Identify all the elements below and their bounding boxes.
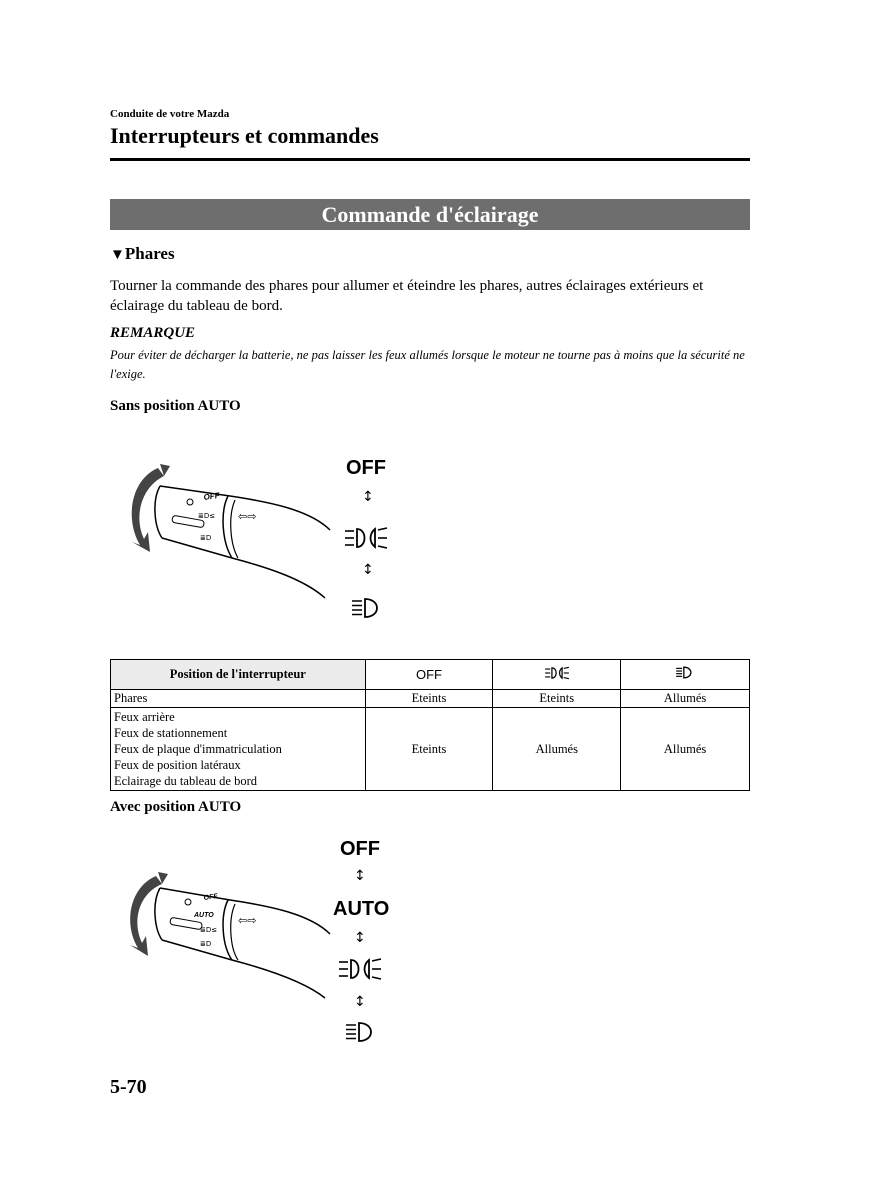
row-label-line: Eclairage du tableau de bord <box>114 774 257 788</box>
table-row <box>111 708 750 791</box>
updown-arrow-icon: ↕ <box>354 994 366 1010</box>
svg-text:≣D≤: ≣D≤ <box>198 512 216 520</box>
label-off: OFF <box>346 457 386 479</box>
table-header-position: Position de l'interrupteur <box>111 660 366 690</box>
cell-headlight: Allumés <box>621 690 750 708</box>
row-label-line: Feux de stationnement <box>114 726 228 740</box>
svg-text:⇦⇨: ⇦⇨ <box>238 510 257 523</box>
cell-parking: Eteints <box>493 690 621 708</box>
rotation-arrow-icon <box>132 468 164 552</box>
svg-text:⇦⇨: ⇦⇨ <box>238 914 257 927</box>
diagram-title-auto: Avec position AUTO <box>110 799 242 815</box>
svg-text:≣D: ≣D <box>200 534 212 542</box>
breadcrumb: Conduite de votre Mazda <box>110 108 230 120</box>
rotation-arrow-icon <box>130 876 162 956</box>
headlight-icon <box>675 666 695 679</box>
headlight-icon <box>344 1021 378 1043</box>
row-label-line: Feux arrière <box>114 710 175 724</box>
updown-arrow-icon: ↕ <box>362 489 374 505</box>
cell-parking: Allumés <box>493 708 621 791</box>
lever-illustration-no-auto <box>120 450 350 605</box>
subsection-heading <box>110 244 175 264</box>
row-label <box>111 708 366 791</box>
switch-position-table <box>110 659 750 791</box>
updown-arrow-icon: ↕ <box>354 868 366 884</box>
lever-illustration-auto <box>120 860 350 1000</box>
subsection-title: Phares <box>124 244 175 263</box>
headlight-icon <box>350 597 384 619</box>
section-banner: Commande d'éclairage <box>110 199 750 230</box>
cell-off: Eteints <box>365 708 493 791</box>
table-header-headlight <box>621 660 750 690</box>
table-header-parking <box>493 660 621 690</box>
chapter-title: Interrupteurs et commandes <box>110 123 379 148</box>
cell-headlight: Allumés <box>621 708 750 791</box>
page-number: 5-70 <box>110 1076 147 1098</box>
svg-text:≣D≤: ≣D≤ <box>200 926 218 934</box>
header-rule <box>110 158 750 161</box>
parking-light-icon <box>343 526 389 550</box>
table-header-off: OFF <box>365 660 493 690</box>
row-label: Phares <box>111 690 366 708</box>
row-label-line: Feux de plaque d'immatriculation <box>114 742 282 756</box>
cell-off: Eteints <box>365 690 493 708</box>
label-auto: AUTO <box>333 898 390 920</box>
lever-auto-label: AUTO <box>194 912 214 919</box>
row-label-line: Feux de position latéraux <box>114 758 241 772</box>
svg-text:≣D: ≣D <box>200 940 212 948</box>
parking-light-icon <box>544 666 570 680</box>
table-row <box>111 690 750 708</box>
remark-title: REMARQUE <box>110 325 196 341</box>
intro-paragraph: Tourner la commande des phares pour allumer et éteindre les phares, autres éclairages extérieurs et éclairage du tableau de bord. <box>110 278 704 314</box>
triangle-marker: ▼ <box>110 247 125 263</box>
updown-arrow-icon: ↕ <box>362 562 374 578</box>
remark-text: Pour éviter de décharger la batterie, ne pas laisser les feux allumés lorsque le moteur ne tourne pas à moins que la sécurité ne l'exige. <box>110 348 745 381</box>
updown-arrow-icon: ↕ <box>354 930 366 946</box>
diagram-title-no-auto: Sans position AUTO <box>110 398 241 414</box>
table-header-row <box>111 660 750 690</box>
label-off: OFF <box>340 838 380 860</box>
parking-light-icon <box>337 957 383 981</box>
lever-off-label: OFF <box>203 893 219 902</box>
lever-off-label: OFF <box>203 490 221 502</box>
